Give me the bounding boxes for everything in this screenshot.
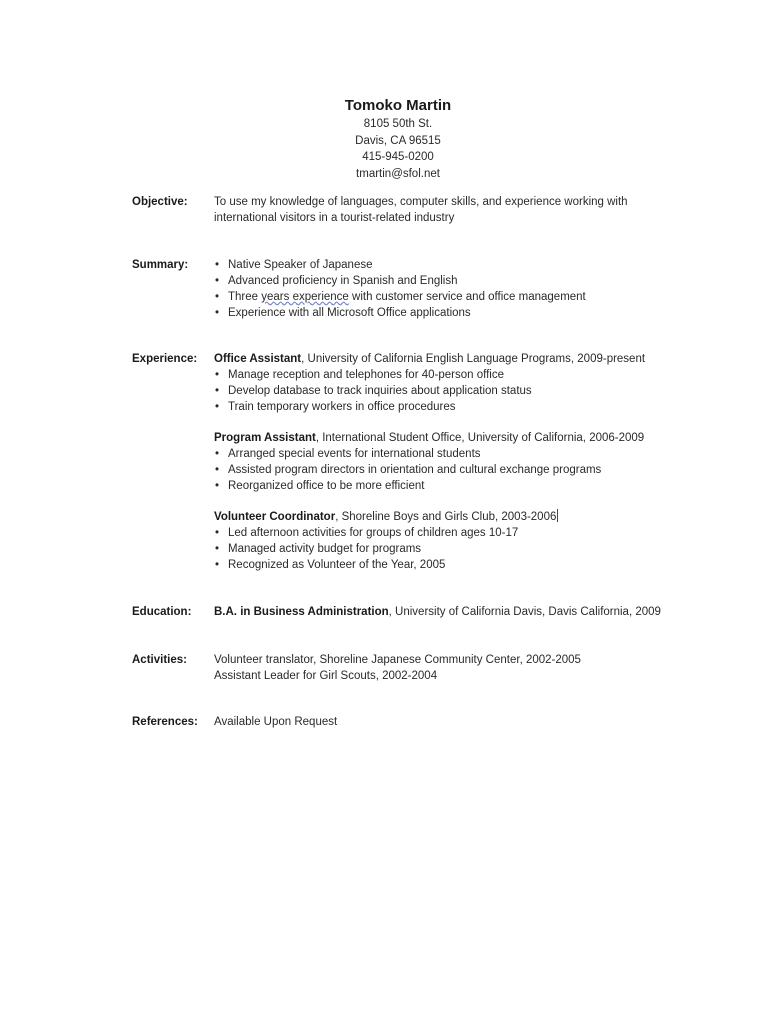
degree: B.A. in Business Administration [214, 606, 389, 618]
list-item: • Develop database to track inquiries about application status [215, 385, 532, 397]
job-detail: , International Student Office, University of California, 2006-2009 [315, 432, 645, 444]
job-title: Volunteer Coordinator [214, 511, 336, 523]
job-title-line [214, 509, 694, 525]
job-title-line [214, 351, 694, 367]
bullet-icon: • [215, 527, 220, 539]
list-item: • Managed activity budget for programs [215, 543, 422, 555]
job-entry [214, 509, 694, 573]
bullet-icon: • [215, 307, 220, 319]
list-item: • Arranged special events for international students [215, 448, 481, 460]
list-item: • Assisted program directors in orientation and cultural exchange programs [215, 464, 602, 476]
education-label: Education: [132, 606, 192, 618]
phone-number: 415-945-0200 [362, 151, 434, 163]
address-line-1: 8105 50th St. [363, 118, 433, 130]
objective-content [214, 194, 694, 226]
bullet-icon: • [215, 448, 220, 460]
bullet-icon: • [215, 480, 220, 492]
objective-label: Objective: [132, 196, 188, 208]
summary-label: Summary: [132, 259, 189, 271]
job-title-line [214, 430, 694, 446]
list-item: • Native Speaker of Japanese [215, 259, 373, 271]
list-item: • Three years experience with customer service and office management [215, 291, 586, 303]
activity-line-2: Assistant Leader for Girl Scouts, 2002-2004 [214, 670, 438, 682]
bullet-icon: • [215, 385, 220, 397]
job-duties [214, 446, 694, 494]
education-detail: , University of California Davis, Davis California, 2009 [388, 606, 661, 618]
summary-content [214, 257, 694, 321]
list-item: • Recognized as Volunteer of the Year, 2005 [215, 559, 446, 571]
list-item: • Manage reception and telephones for 40-person office [215, 369, 504, 381]
references-content [214, 714, 694, 730]
bullet-icon: • [215, 543, 220, 555]
address-line-2: Davis, CA 96515 [355, 134, 441, 147]
text-cursor [557, 509, 558, 522]
list-item: • Led afternoon activities for groups of children ages 10-17 [215, 527, 519, 539]
objective-line-1: To use my knowledge of languages, computer skills, and experience working with [214, 196, 628, 208]
list-item: • Train temporary workers in office procedures [215, 401, 456, 413]
job-duties [214, 367, 694, 415]
references-value: Available Upon Request [214, 716, 338, 728]
activity-line-1: Volunteer translator, Shoreline Japanese Community Center, 2002-2005 [214, 654, 581, 666]
job-detail: , Shoreline Boys and Girls Club, 2003-2006 [335, 511, 557, 523]
experience-label: Experience: [132, 353, 198, 365]
job-title: Program Assistant [214, 432, 316, 444]
job-duties [214, 525, 694, 573]
job-entry [214, 430, 694, 494]
bullet-icon: • [215, 291, 220, 303]
bullet-icon: • [215, 464, 220, 476]
activities-label: Activities: [132, 654, 187, 666]
spellcheck-underlined-text: years experience [261, 291, 349, 303]
bullet-icon: • [215, 259, 220, 271]
job-detail: , University of California English Language Programs, 2009-present [301, 353, 646, 365]
experience-content [214, 351, 694, 588]
summary-list [214, 257, 694, 321]
resume-header [0, 96, 768, 182]
bullet-icon: • [215, 401, 220, 413]
job-title: Office Assistant [214, 353, 302, 365]
list-item: • Experience with all Microsoft Office applications [215, 307, 471, 319]
list-item: • Reorganized office to be more efficient [215, 480, 425, 492]
references-label: References: [132, 716, 198, 728]
objective-line-2: international visitors in a tourist-related industry [214, 212, 455, 224]
activities-content [214, 652, 694, 684]
candidate-name: Tomoko Martin [344, 97, 452, 114]
education-content [214, 604, 694, 620]
bullet-icon: • [215, 369, 220, 381]
email-address: tmartin@sfol.net [356, 167, 440, 180]
job-entry [214, 351, 694, 415]
bullet-icon: • [215, 275, 220, 287]
bullet-icon: • [215, 559, 220, 571]
list-item: • Advanced proficiency in Spanish and English [215, 275, 458, 287]
